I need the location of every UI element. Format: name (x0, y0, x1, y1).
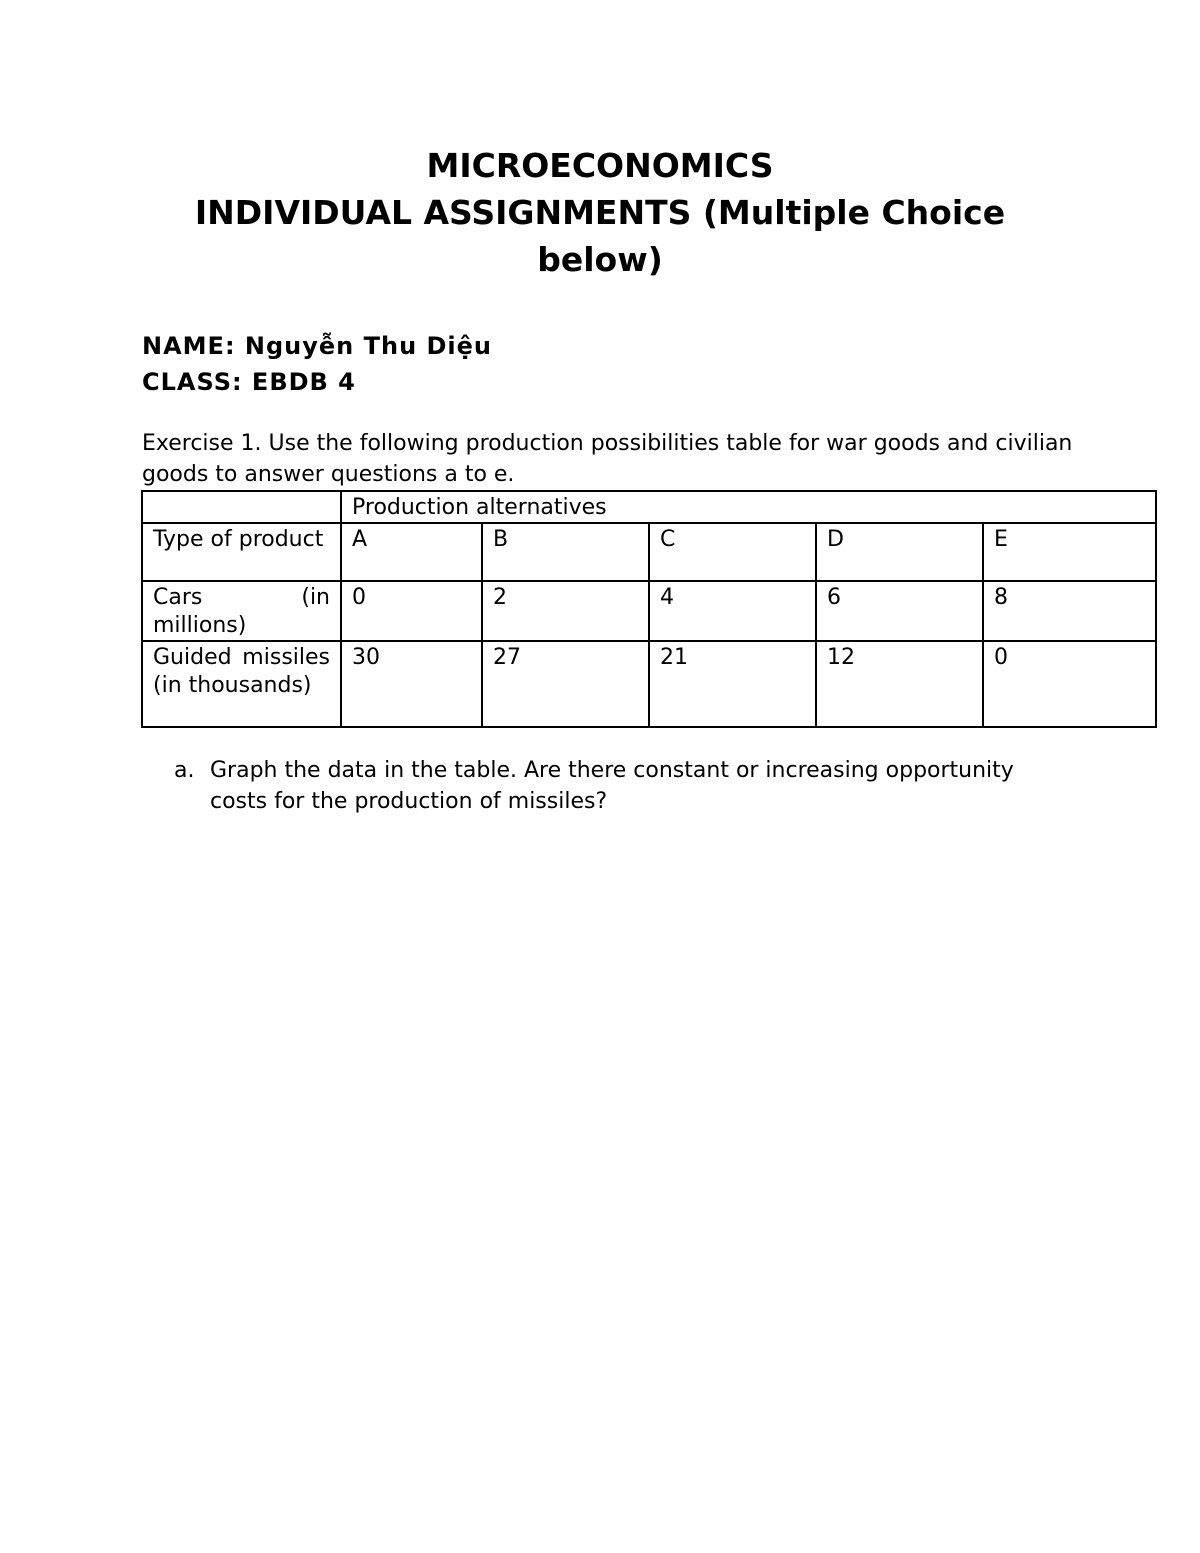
table-cell: 8 (983, 581, 1156, 641)
table-group-header: Production alternatives (341, 491, 1156, 523)
title-line-3: below) (537, 240, 663, 279)
table-column-header: A (341, 523, 482, 581)
table-cell: 2 (482, 581, 649, 641)
table-cell: 6 (816, 581, 983, 641)
table-group-header-row (142, 491, 1156, 523)
title-line-1: MICROECONOMICS (426, 146, 774, 185)
table-column-header: B (482, 523, 649, 581)
table-corner-cell (142, 491, 341, 523)
student-name: NAME: Nguyễn Thu Diệu (142, 332, 493, 360)
list-item (174, 755, 1074, 817)
table-cell: 0 (341, 581, 482, 641)
table-column-header: D (816, 523, 983, 581)
production-possibilities-table (141, 490, 1157, 728)
table-cell: 12 (816, 641, 983, 727)
question-text: Graph the data in the table. Are there constant or increasing opportunity costs for the production of missiles? (210, 758, 1014, 814)
question-list (174, 755, 1074, 817)
student-info (142, 328, 492, 400)
table-cell: 27 (482, 641, 649, 727)
table-cell: 0 (983, 641, 1156, 727)
table-cell: 21 (649, 641, 816, 727)
exercise-intro: Exercise 1. Use the following production possibilities table for war goods and civilian goods to answer questions a to e. (142, 431, 1073, 487)
student-class: CLASS: EBDB 4 (142, 368, 356, 396)
document-title (140, 142, 1060, 283)
title-line-2: INDIVIDUAL ASSIGNMENTS (Multiple Choice (194, 193, 1006, 232)
table-header-row (142, 523, 1156, 581)
table-column-header: C (649, 523, 816, 581)
table-row (142, 641, 1156, 727)
table-row-label: Cars (in millions) (142, 581, 341, 641)
table-cell: 30 (341, 641, 482, 727)
table-row-label: Guided missiles (in thousands) (142, 641, 341, 727)
table-row (142, 581, 1156, 641)
question-letter: a. (174, 758, 195, 783)
table-cell: 4 (649, 581, 816, 641)
table-column-header: E (983, 523, 1156, 581)
table-header-label: Type of product (142, 523, 341, 581)
